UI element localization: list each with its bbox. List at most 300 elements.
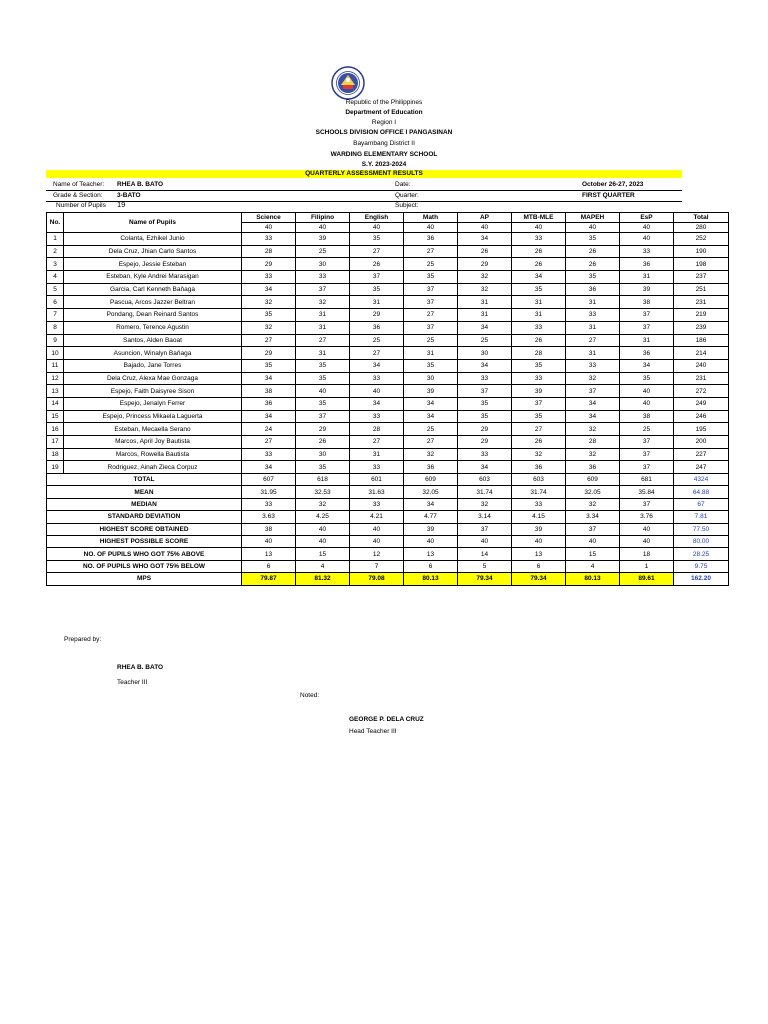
score-cell: 29 xyxy=(242,258,296,271)
stat-value: 40 xyxy=(404,536,458,548)
noter-title: Head Teacher III xyxy=(349,728,397,735)
score-cell: 31 xyxy=(350,296,404,309)
table-row xyxy=(47,233,729,246)
score-cell: 27 xyxy=(242,334,296,347)
score-cell: 29 xyxy=(350,309,404,322)
score-cell: 32 xyxy=(512,448,566,461)
stat-value: 40 xyxy=(350,536,404,548)
stat-value: 35.84 xyxy=(620,486,674,498)
stat-value: 4.25 xyxy=(296,511,350,523)
pupil-name: Espejo, Princess Mikaela Laguerta xyxy=(64,410,242,423)
score-cell: 36 xyxy=(512,461,566,474)
stat-label: HIGHEST POSSIBLE SCORE xyxy=(47,536,242,548)
score-cell: 35 xyxy=(566,271,620,284)
table-row xyxy=(47,423,729,436)
score-cell: 33 xyxy=(242,448,296,461)
score-cell: 38 xyxy=(620,410,674,423)
item-count-cell: 40 xyxy=(242,223,296,233)
score-cell: 272 xyxy=(674,385,729,398)
stat-value: 31.63 xyxy=(350,486,404,498)
score-cell: 37 xyxy=(404,283,458,296)
score-cell: 33 xyxy=(566,309,620,322)
score-cell: 36 xyxy=(350,321,404,334)
score-cell: 33 xyxy=(458,448,512,461)
pupil-name: Dela Cruz, Jhian Carlo Santos xyxy=(64,245,242,258)
stat-value: 3.63 xyxy=(242,511,296,523)
score-cell: 31 xyxy=(566,296,620,309)
score-cell: 28 xyxy=(512,347,566,360)
score-cell: 27 xyxy=(404,309,458,322)
score-cell: 33 xyxy=(350,410,404,423)
table-row xyxy=(47,410,729,423)
stat-value: 6 xyxy=(512,560,566,572)
stat-value: 4 xyxy=(296,560,350,572)
score-cell: 25 xyxy=(404,423,458,436)
stat-value: 3.76 xyxy=(620,511,674,523)
stat-value: 6 xyxy=(404,560,458,572)
teacher-label: Name of Teacher: xyxy=(53,181,105,188)
score-cell: 200 xyxy=(674,436,729,449)
stat-label: MEAN xyxy=(47,486,242,498)
pupil-name: Espejo, Jessie Esteban xyxy=(64,258,242,271)
stat-value: 9.75 xyxy=(674,560,729,572)
score-cell: 36 xyxy=(620,258,674,271)
score-cell: 35 xyxy=(242,309,296,322)
stat-value: 4.21 xyxy=(350,511,404,523)
stat-label: MEDIAN xyxy=(47,498,242,510)
stat-value: 33 xyxy=(242,498,296,510)
stat-value: 681 xyxy=(620,474,674,486)
item-count-cell: 40 xyxy=(458,223,512,233)
assessment-table xyxy=(46,212,729,586)
stat-value: 39 xyxy=(404,523,458,535)
score-cell: 37 xyxy=(620,309,674,322)
pupil-name: Garcia, Carl Kenneth Baňaga xyxy=(64,283,242,296)
stat-label: NO. OF PUPILS WHO GOT 75% ABOVE xyxy=(47,548,242,560)
stat-row xyxy=(47,498,729,510)
stat-value: 64.88 xyxy=(674,486,729,498)
score-cell: 214 xyxy=(674,347,729,360)
score-cell: 33 xyxy=(512,372,566,385)
score-cell: 31 xyxy=(458,309,512,322)
score-cell: 35 xyxy=(296,372,350,385)
score-cell: 27 xyxy=(566,334,620,347)
score-cell: 251 xyxy=(674,283,729,296)
score-cell: 32 xyxy=(242,296,296,309)
stat-value: 32.53 xyxy=(296,486,350,498)
stat-label: NO. OF PUPILS WHO GOT 75% BELOW xyxy=(47,560,242,572)
score-cell: 27 xyxy=(350,347,404,360)
pupil-name: Espejo, Jenalyn Ferrer xyxy=(64,397,242,410)
department-line: Department of Education xyxy=(345,109,423,116)
score-cell: 33 xyxy=(242,233,296,246)
stat-row xyxy=(47,511,729,523)
stat-value: 80.13 xyxy=(404,573,458,585)
stat-value: 80.13 xyxy=(566,573,620,585)
score-cell: 37 xyxy=(620,461,674,474)
pupil-name: Marcos, April Joy Bautista xyxy=(64,436,242,449)
score-cell: 37 xyxy=(350,271,404,284)
score-cell: 27 xyxy=(404,436,458,449)
stat-value: 77.50 xyxy=(674,523,729,535)
prepared-by-label: Prepared by: xyxy=(64,636,102,643)
stat-value: 31.95 xyxy=(242,486,296,498)
score-cell: 35 xyxy=(620,372,674,385)
row-number: 15 xyxy=(47,410,64,423)
table-row xyxy=(47,397,729,410)
score-cell: 38 xyxy=(242,385,296,398)
info-rule xyxy=(46,190,682,191)
score-cell: 36 xyxy=(404,233,458,246)
score-cell: 35 xyxy=(458,397,512,410)
score-cell: 198 xyxy=(674,258,729,271)
score-cell: 37 xyxy=(296,410,350,423)
noted-label: Noted: xyxy=(300,692,320,699)
score-cell: 31 xyxy=(458,296,512,309)
stat-value: 40 xyxy=(512,536,566,548)
score-cell: 35 xyxy=(242,359,296,372)
score-cell: 36 xyxy=(566,283,620,296)
stat-row xyxy=(47,573,729,585)
score-cell: 31 xyxy=(296,347,350,360)
stat-row xyxy=(47,560,729,572)
score-cell: 34 xyxy=(242,283,296,296)
score-cell: 252 xyxy=(674,233,729,246)
stat-value: 7.81 xyxy=(674,511,729,523)
stat-value: 4324 xyxy=(674,474,729,486)
stat-value: 601 xyxy=(350,474,404,486)
score-cell: 37 xyxy=(458,385,512,398)
pupil-name: Bajado, Jane Torres xyxy=(64,359,242,372)
stat-value: 39 xyxy=(512,523,566,535)
score-cell: 31 xyxy=(566,321,620,334)
stat-value: 40 xyxy=(296,523,350,535)
stat-value: 12 xyxy=(350,548,404,560)
score-cell: 32 xyxy=(566,448,620,461)
score-cell: 34 xyxy=(458,461,512,474)
pupil-name: Santos, Alden Baoat xyxy=(64,334,242,347)
subject-header: EsP xyxy=(620,213,674,223)
score-cell: 28 xyxy=(350,423,404,436)
report-title-banner: QUARTERLY ASSESSMENT RESULTS xyxy=(46,170,682,178)
score-cell: 219 xyxy=(674,309,729,322)
score-cell: 34 xyxy=(458,321,512,334)
score-cell: 26 xyxy=(566,245,620,258)
score-cell: 195 xyxy=(674,423,729,436)
stat-value: 38 xyxy=(242,523,296,535)
item-count-cell: 40 xyxy=(296,223,350,233)
row-number: 10 xyxy=(47,347,64,360)
stat-value: 3.34 xyxy=(566,511,620,523)
pupils-label: Number of Pupils xyxy=(56,202,106,209)
stat-value: 15 xyxy=(566,548,620,560)
quarter-value: FIRST QUARTER xyxy=(582,192,635,199)
score-cell: 35 xyxy=(566,233,620,246)
table-row xyxy=(47,271,729,284)
score-cell: 34 xyxy=(404,397,458,410)
score-cell: 30 xyxy=(404,372,458,385)
row-number: 14 xyxy=(47,397,64,410)
score-cell: 39 xyxy=(512,385,566,398)
row-number: 2 xyxy=(47,245,64,258)
stat-label: HIGHEST SCORE OBTAINED xyxy=(47,523,242,535)
row-number: 1 xyxy=(47,233,64,246)
score-cell: 27 xyxy=(350,245,404,258)
score-cell: 33 xyxy=(350,372,404,385)
score-cell: 34 xyxy=(512,271,566,284)
stat-value: 40 xyxy=(620,536,674,548)
stat-value: 1 xyxy=(620,560,674,572)
stat-row xyxy=(47,486,729,498)
preparer-title: Teacher III xyxy=(117,679,148,686)
stat-value: 32 xyxy=(566,498,620,510)
score-cell: 31 xyxy=(296,321,350,334)
score-cell: 26 xyxy=(566,258,620,271)
score-cell: 26 xyxy=(512,436,566,449)
district-line: Bayambang District II xyxy=(353,140,415,147)
table-row xyxy=(47,309,729,322)
stat-value: 33 xyxy=(350,498,404,510)
score-cell: 27 xyxy=(404,245,458,258)
score-cell: 35 xyxy=(512,359,566,372)
score-cell: 190 xyxy=(674,245,729,258)
score-cell: 25 xyxy=(620,423,674,436)
stat-value: 31.74 xyxy=(512,486,566,498)
table-row xyxy=(47,296,729,309)
score-cell: 28 xyxy=(566,436,620,449)
score-cell: 30 xyxy=(296,258,350,271)
pupil-name: Espejo, Faith Daisyree Sison xyxy=(64,385,242,398)
stat-value: 162.20 xyxy=(674,573,729,585)
score-cell: 26 xyxy=(296,436,350,449)
score-cell: 33 xyxy=(458,372,512,385)
table-row xyxy=(47,461,729,474)
country-line: Republic of the Philippines xyxy=(345,99,423,106)
subject-header: AP xyxy=(458,213,512,223)
score-cell: 32 xyxy=(242,321,296,334)
score-cell: 37 xyxy=(296,283,350,296)
quarter-label: Quarter: xyxy=(395,192,419,199)
score-cell: 227 xyxy=(674,448,729,461)
score-cell: 33 xyxy=(512,233,566,246)
subject-header: MAPEH xyxy=(566,213,620,223)
score-cell: 34 xyxy=(350,397,404,410)
score-cell: 27 xyxy=(242,436,296,449)
score-cell: 34 xyxy=(566,410,620,423)
score-cell: 25 xyxy=(404,334,458,347)
subject-header: English xyxy=(350,213,404,223)
stat-value: 609 xyxy=(404,474,458,486)
preparer-name: RHEA B. BATO xyxy=(117,664,164,671)
score-cell: 35 xyxy=(458,410,512,423)
item-count-cell: 40 xyxy=(512,223,566,233)
stat-value: 13 xyxy=(404,548,458,560)
stat-value: 37 xyxy=(458,523,512,535)
score-cell: 27 xyxy=(296,334,350,347)
row-number: 11 xyxy=(47,359,64,372)
stat-value: 5 xyxy=(458,560,512,572)
table-row xyxy=(47,334,729,347)
stat-value: 37 xyxy=(620,498,674,510)
score-cell: 39 xyxy=(404,385,458,398)
score-cell: 29 xyxy=(296,423,350,436)
stat-value: 3.14 xyxy=(458,511,512,523)
score-cell: 231 xyxy=(674,296,729,309)
score-cell: 33 xyxy=(242,271,296,284)
stat-row xyxy=(47,523,729,535)
pupil-name: Dela Cruz, Alexa Mae Gonzaga xyxy=(64,372,242,385)
grade-label: Grade & Section: xyxy=(53,192,103,199)
score-cell: 25 xyxy=(404,258,458,271)
item-count-cell: 40 xyxy=(350,223,404,233)
stat-value: 15 xyxy=(296,548,350,560)
score-cell: 35 xyxy=(404,359,458,372)
score-cell: 36 xyxy=(242,397,296,410)
score-cell: 31 xyxy=(620,334,674,347)
pupil-name: Pondang, Dean Reinard Santos xyxy=(64,309,242,322)
score-cell: 33 xyxy=(350,461,404,474)
region-line: Region I xyxy=(371,119,397,126)
score-cell: 32 xyxy=(458,271,512,284)
item-count-cell: 280 xyxy=(674,223,729,233)
table-row xyxy=(47,347,729,360)
score-cell: 40 xyxy=(296,385,350,398)
score-cell: 35 xyxy=(404,271,458,284)
score-cell: 231 xyxy=(674,372,729,385)
score-cell: 34 xyxy=(242,372,296,385)
row-number: 12 xyxy=(47,372,64,385)
score-cell: 36 xyxy=(404,461,458,474)
score-cell: 25 xyxy=(350,334,404,347)
stat-value: 79.34 xyxy=(512,573,566,585)
table-row xyxy=(47,448,729,461)
noter-name: GEORGE P. DELA CRUZ xyxy=(349,716,424,723)
score-cell: 34 xyxy=(458,233,512,246)
row-number: 4 xyxy=(47,271,64,284)
stat-value: 18 xyxy=(620,548,674,560)
score-cell: 32 xyxy=(458,283,512,296)
stat-value: 7 xyxy=(350,560,404,572)
score-cell: 32 xyxy=(566,372,620,385)
info-rule xyxy=(46,201,682,202)
table-row xyxy=(47,258,729,271)
grade-value: 3-BATO xyxy=(117,192,141,199)
subject-header: MTB-MLE xyxy=(512,213,566,223)
score-cell: 36 xyxy=(620,347,674,360)
score-cell: 40 xyxy=(350,385,404,398)
stat-row xyxy=(47,548,729,560)
stat-value: 37 xyxy=(566,523,620,535)
stat-value: 4.15 xyxy=(512,511,566,523)
score-cell: 35 xyxy=(512,410,566,423)
table-row xyxy=(47,245,729,258)
score-cell: 186 xyxy=(674,334,729,347)
stat-value: 40 xyxy=(458,536,512,548)
score-cell: 26 xyxy=(350,258,404,271)
stat-value: 28.25 xyxy=(674,548,729,560)
score-cell: 24 xyxy=(242,423,296,436)
score-cell: 37 xyxy=(404,321,458,334)
stat-value: 32.05 xyxy=(404,486,458,498)
score-cell: 38 xyxy=(620,296,674,309)
score-cell: 26 xyxy=(512,258,566,271)
score-cell: 25 xyxy=(458,334,512,347)
stat-value: 31.74 xyxy=(458,486,512,498)
division-line: SCHOOLS DIVISION OFFICE I PANGASINAN xyxy=(315,129,453,136)
subject-header: Filipino xyxy=(296,213,350,223)
score-cell: 32 xyxy=(404,448,458,461)
stat-label: STANDARD DEVIATION xyxy=(47,511,242,523)
score-cell: 27 xyxy=(350,436,404,449)
score-cell: 249 xyxy=(674,397,729,410)
stat-label: MPS xyxy=(47,573,242,585)
stat-value: 32 xyxy=(458,498,512,510)
row-number: 17 xyxy=(47,436,64,449)
score-cell: 33 xyxy=(620,245,674,258)
stat-value: 79.34 xyxy=(458,573,512,585)
row-number: 5 xyxy=(47,283,64,296)
no-header: No. xyxy=(47,213,64,233)
stat-value: 40 xyxy=(350,523,404,535)
stat-value: 89.61 xyxy=(620,573,674,585)
stat-value: 40 xyxy=(566,536,620,548)
score-cell: 35 xyxy=(296,461,350,474)
pupil-name: Asuncion, Winalyn Baňaga xyxy=(64,347,242,360)
score-cell: 29 xyxy=(242,347,296,360)
stat-value: 79.08 xyxy=(350,573,404,585)
score-cell: 247 xyxy=(674,461,729,474)
score-cell: 29 xyxy=(458,436,512,449)
table-row xyxy=(47,359,729,372)
stat-value: 40 xyxy=(620,523,674,535)
stat-value: 618 xyxy=(296,474,350,486)
stat-value: 34 xyxy=(404,498,458,510)
stat-label: TOTAL xyxy=(47,474,242,486)
row-number: 13 xyxy=(47,385,64,398)
score-cell: 34 xyxy=(620,359,674,372)
stat-value: 32.05 xyxy=(566,486,620,498)
stat-value: 67 xyxy=(674,498,729,510)
row-number: 18 xyxy=(47,448,64,461)
score-cell: 34 xyxy=(404,410,458,423)
stat-value: 6 xyxy=(242,560,296,572)
school-year-line: S.Y. 2023-2024 xyxy=(361,161,407,168)
row-number: 6 xyxy=(47,296,64,309)
score-cell: 32 xyxy=(566,423,620,436)
item-count-cell: 40 xyxy=(404,223,458,233)
score-cell: 25 xyxy=(296,245,350,258)
pupil-name: Esteban, Mecaella Serano xyxy=(64,423,242,436)
table-row xyxy=(47,436,729,449)
table-row xyxy=(47,321,729,334)
score-cell: 30 xyxy=(458,347,512,360)
score-cell: 31 xyxy=(512,296,566,309)
stat-value: 80.00 xyxy=(674,536,729,548)
score-cell: 29 xyxy=(458,423,512,436)
stat-row xyxy=(47,474,729,486)
pupil-name: Rodriguez, Ainah Zieca Corpuz xyxy=(64,461,242,474)
pupil-name: Romero, Terence Agustin xyxy=(64,321,242,334)
score-cell: 37 xyxy=(620,448,674,461)
score-cell: 34 xyxy=(566,397,620,410)
score-cell: 31 xyxy=(512,309,566,322)
score-cell: 40 xyxy=(620,397,674,410)
score-cell: 37 xyxy=(620,321,674,334)
stat-value: 33 xyxy=(512,498,566,510)
score-cell: 246 xyxy=(674,410,729,423)
table-row xyxy=(47,372,729,385)
score-cell: 28 xyxy=(242,245,296,258)
